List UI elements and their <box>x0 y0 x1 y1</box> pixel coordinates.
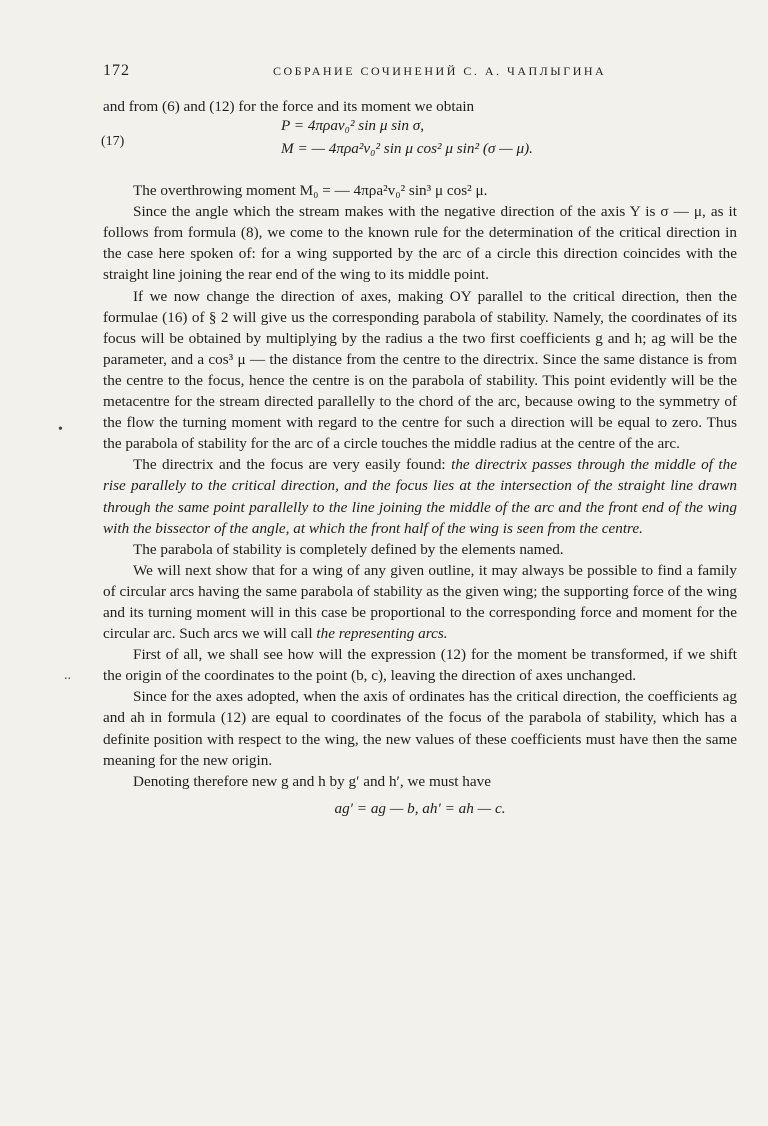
equation-17 <box>103 117 737 179</box>
text-run: We will next show that for a wing of any given outline, it may always be possible to find a family of circular arcs having the same parabola of stability as the given wing; the supporting force of the wing and its turning moment will in this case be proportional to the corresponding force and moment for the circular arc. Such arcs we will call <box>103 561 737 643</box>
equation-label: (17) <box>101 134 125 150</box>
paragraph-denoting: Denoting therefore new g and h by g′ and h′, we must have <box>133 772 491 790</box>
paragraph-directrix-focus <box>103 454 737 538</box>
paragraph-critical-direction: Since the angle which the stream makes with the negative direction of the axis Y is σ — μ, as it follows from formula (8), we come to the known rule for the determination of the critical direction in the case here spoken of: for a wing supported by the arc of a circle this direction coincides with the straight line joining the rear end of the wing to its middle point. <box>103 203 737 284</box>
paragraph-representing-arcs <box>103 560 737 644</box>
equation-final: ag′ = ag — b, ah′ = ah — c. <box>334 799 506 817</box>
paragraph-intro: and from (6) and (12) for the force and its moment we obtain <box>103 98 475 115</box>
page-number: 172 <box>103 62 130 79</box>
italic-run: the directrix passes through the middle of the rise parallely to the critical direction, and the focus lies at the intersection of the straight line drawn through the same point parallelly to the line joining the middle of the arc and the front end of the wing with the bissector of the angle, at which the front half of the wing is seen from the centre. <box>103 456 737 537</box>
equation-moment: M = — 4πρa²v₀² sin μ cos² μ sin² (σ — μ). <box>281 140 533 158</box>
body-text <box>103 96 737 819</box>
paragraph-shift-origin: First of all, we shall see how will the expression (12) for the moment be transformed, if we shift the origin of the coordinates to the point (b, c), leaving the direction of axes unchanged. <box>103 646 737 685</box>
equation-force: P = 4πρav₀² sin μ sin σ, <box>281 117 425 135</box>
paragraph-parabola-of-stability: If we now change the direction of axes, making OY parallel to the critical direction, then the formulae (16) of § 2 will give us the corresponding parabola of stability. Namely, the coordinates of its focus will be obtained by multiplying by the radius a the two first coefficients g and h; ag will be the parameter, and a cos³ μ — the distance from the centre to the directrix. Since the same distance is from the centre to the focus, hence the centre is on the parabola of stability. This point evidently will be the metacentre for the stream directed parallelly to the chord of the arc, because owing to the symmetry of the flow the turning moment with regard to the centre for such a direction will be equal to zero. Thus the parabola of stability for the arc of a circle touches the middle radius at the centre of the arc. <box>103 287 737 453</box>
paragraph-overthrowing-moment: The overthrowing moment M₀ = — 4πρa²v₀² sin³ μ cos² μ. <box>133 182 488 200</box>
italic-run: the representing arcs. <box>316 625 448 643</box>
running-head: СОБРАНИЕ СОЧИНЕНИЙ С. А. ЧАПЛЫГИНА <box>273 64 607 78</box>
page-header <box>103 62 743 82</box>
paragraph-elements-named: The parabola of stability is completely defined by the elements named. <box>133 540 564 558</box>
paragraph-coefficients: Since for the axes adopted, when the axis of ordinates has the critical direction, the coefficients ag and ah in formula (12) are equal to coordinates of the focus of the parabola of stability, which has a definite position with respect to the wing, the new values of these coefficients must have then the same meaning for the new origin. <box>103 688 737 769</box>
margin-dash: .. <box>64 668 71 683</box>
margin-dot: • <box>58 422 63 437</box>
text-run: The directrix and the focus are very easily found: <box>133 456 452 474</box>
